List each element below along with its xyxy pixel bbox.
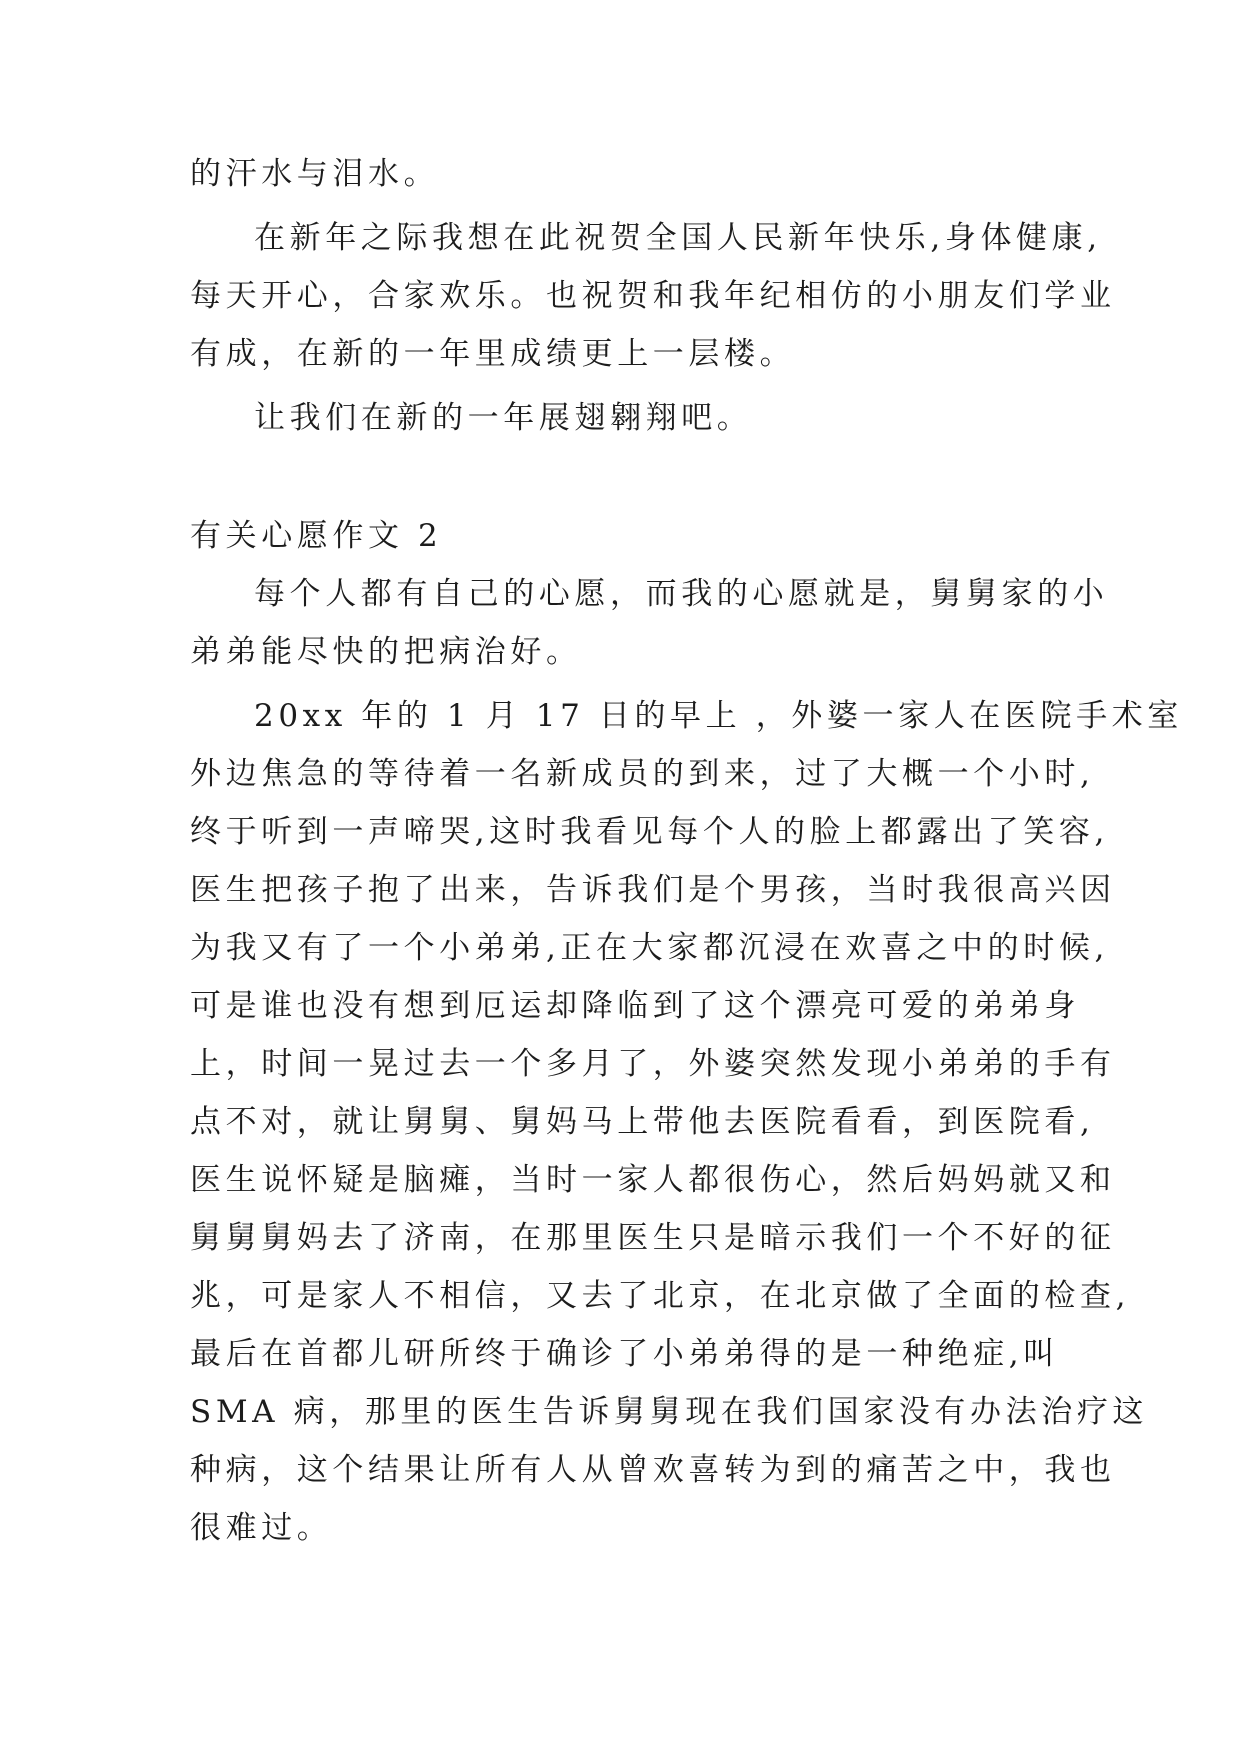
text-line: 种病，这个结果让所有人从曾欢喜转为到的痛苦之中，我也	[190, 1452, 1116, 1488]
text-line: 每天开心，合家欢乐。也祝贺和我年纪相仿的小朋友们学业	[190, 278, 1116, 314]
text-line: 很难过。	[190, 1510, 333, 1546]
text-line: 每个人都有自己的心愿，而我的心愿就是，舅舅家的小	[254, 576, 1109, 612]
text-line: 为我又有了一个小弟弟,正在大家都沉浸在欢喜之中的时候,	[190, 930, 1109, 966]
text-line: 医生把孩子抱了出来，告诉我们是个男孩，当时我很高兴因	[190, 872, 1116, 908]
text-line: 点不对，就让舅舅、舅妈马上带他去医院看看，到医院看,	[190, 1104, 1095, 1140]
text-line: 可是谁也没有想到厄运却降临到了这个漂亮可爱的弟弟身	[190, 988, 1080, 1024]
text-line: 在新年之际我想在此祝贺全国人民新年快乐,身体健康,	[254, 220, 1102, 256]
text-line: 兆，可是家人不相信，又去了北京，在北京做了全面的检查,	[190, 1278, 1131, 1314]
text-line: 有成，在新的一年里成绩更上一层楼。	[190, 336, 796, 372]
text-line: 外边焦急的等待着一名新成员的到来，过了大概一个小时,	[190, 756, 1095, 792]
text-line: 上，时间一晃过去一个多月了，外婆突然发现小弟弟的手有	[190, 1046, 1116, 1082]
text-line: SMA 病，那里的医生告诉舅舅现在我们国家没有办法治疗这	[190, 1394, 1149, 1430]
text-line: 弟弟能尽快的把病治好。	[190, 634, 582, 670]
text-line: 终于听到一声啼哭,这时我看见每个人的脸上都露出了笑容,	[190, 814, 1109, 850]
text-line: 舅舅舅妈去了济南，在那里医生只是暗示我们一个不好的征	[190, 1220, 1116, 1256]
text-line: 最后在首都儿研所终于确诊了小弟弟得的是一种绝症,叫	[190, 1336, 1059, 1372]
text-line: 20xx 年的 1 月 17 日的早上 ，外婆一家人在医院手术室	[254, 698, 1183, 734]
text-line: 医生说怀疑是脑瘫，当时一家人都很伤心，然后妈妈就又和	[190, 1162, 1116, 1198]
section-heading: 有关心愿作文 2	[190, 518, 443, 554]
text-line: 让我们在新的一年展翅翱翔吧。	[254, 400, 753, 436]
text-line: 的汗水与泪水。	[190, 156, 440, 192]
